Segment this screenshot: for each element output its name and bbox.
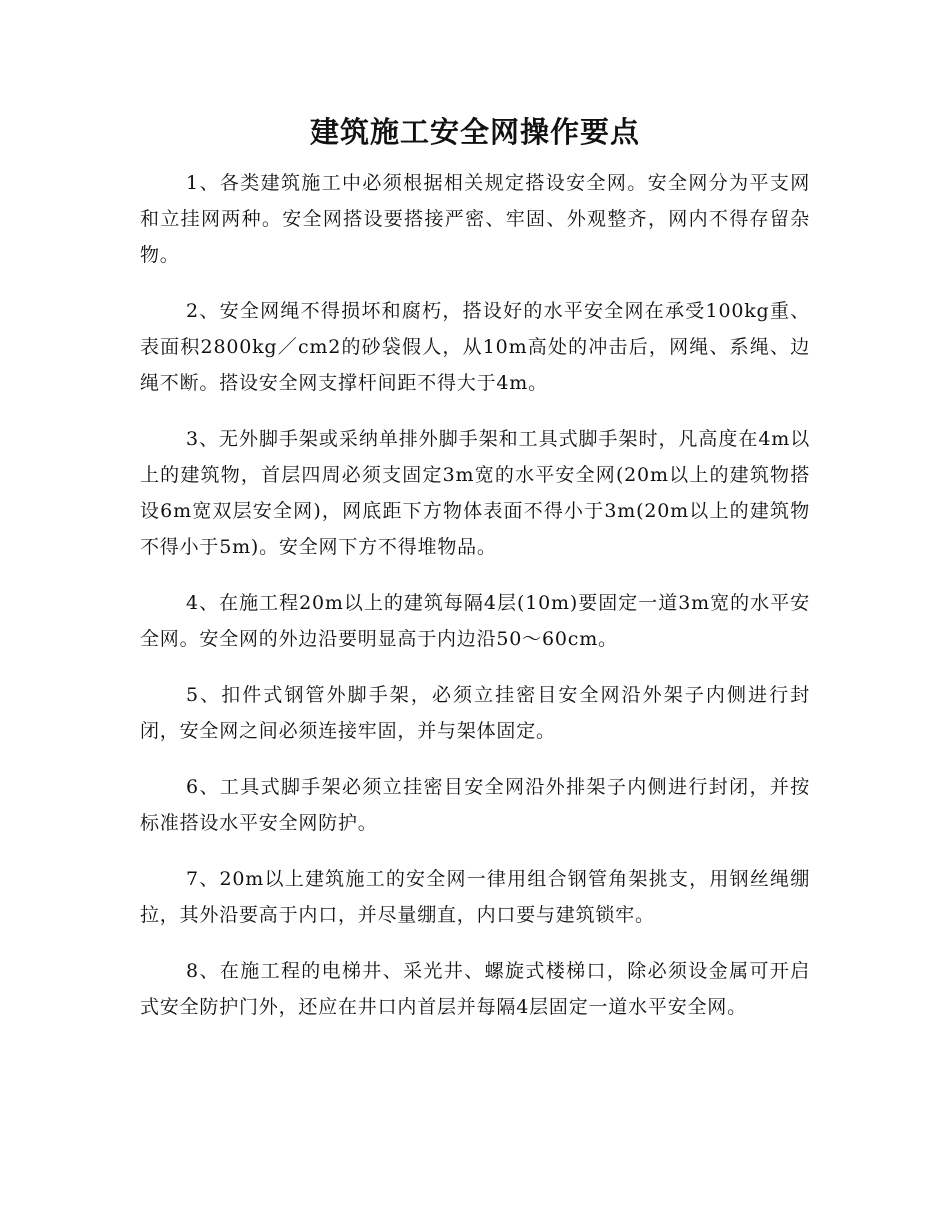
paragraph-8: 8、在施工程的电梯井、采光井、螺旋式楼梯口，除必须设金属可开启式安全防护门外，还应在井口内首层并每隔4层固定一道水平安全网。 (140, 960, 810, 1018)
document-body (140, 165, 810, 1045)
paragraph-5: 5、扣件式钢管外脚手架，必须立挂密目安全网沿外架子内侧进行封闭，安全网之间必须连接牢固，并与架体固定。 (140, 684, 810, 742)
document-title: 建筑施工安全网操作要点 (309, 115, 640, 149)
paragraph-4: 4、在施工程20m以上的建筑每隔4层(10m)要固定一道3m宽的水平安全网。安全网的外边沿要明显高于内边沿50～60cm。 (140, 592, 810, 650)
paragraph-2: 2、安全网绳不得损坏和腐朽，搭设好的水平安全网在承受100kg重、表面积2800kg／cm2的砂袋假人，从10m高处的冲击后，网绳、系绳、边绳不断。搭设安全网支撑杆间距不得大于4m。 (140, 300, 810, 394)
paragraph-7: 7、20m以上建筑施工的安全网一律用组合钢管角架挑支，用钢丝绳绷拉，其外沿要高于内口，并尽量绷直，内口要与建筑锁牢。 (140, 868, 810, 926)
paragraph-3: 3、无外脚手架或采纳单排外脚手架和工具式脚手架时，凡高度在4m以上的建筑物，首层四周必须支固定3m宽的水平安全网(20m以上的建筑物搭设6m宽双层安全网)，网底距下方物体表面不得小于3m(20m以上的建筑物不得小于5m)。安全网下方不得堆物品。 (140, 428, 810, 558)
paragraph-1: 1、各类建筑施工中必须根据相关规定搭设安全网。安全网分为平支网和立挂网两种。安全网搭设要搭接严密、牢固、外观整齐，网内不得存留杂物。 (140, 172, 810, 266)
paragraph-6: 6、工具式脚手架必须立挂密目安全网沿外排架子内侧进行封闭，并按标准搭设水平安全网防护。 (140, 776, 810, 834)
